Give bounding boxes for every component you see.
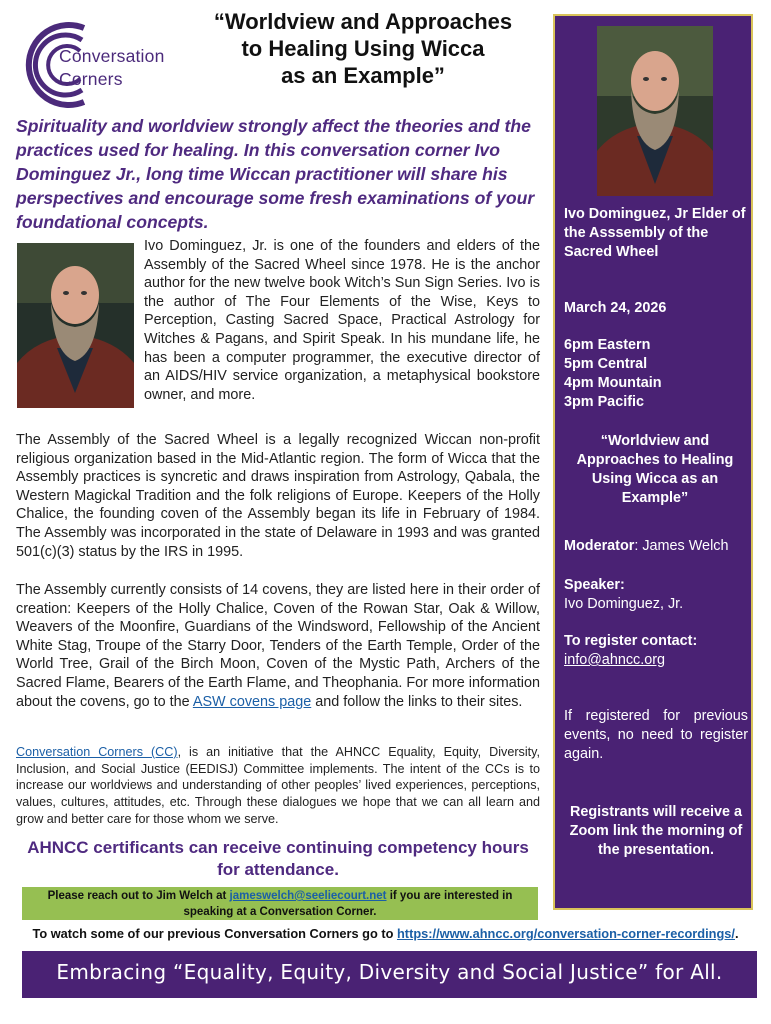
title-line3: as an Example” bbox=[281, 63, 445, 88]
speaker-bio: Ivo Dominguez, Jr. is one of the founders and elders of the Assembly of the Sacred Wheel since 1978. He is the anchor author for the new twelve book Witch’s Sun Sign Series. Ivo is the author of The Four Elements of the Wise, Keys to Perception, Casting Sacred Space, Practical Astrology for Witches & Pagans, and Spirit Speak. In his mundane life, he has been a computer programmer, the executive director of an AIDS/HIV service organization, a metaphysical bookstore owner, and more. bbox=[144, 238, 540, 403]
intro-text: Spirituality and worldview strongly affect the theories and the practices used for healing. In this conversation corner Ivo Dominguez Jr., long time Wiccan practitioner will share his perspectives and encourage some fresh examinations of your foundational concepts. bbox=[16, 116, 535, 232]
covens-text: The Assembly currently consists of 14 covens, they are listed here in their order of creation: Keepers of the Holly Chalice, Coven of the Rowan Star, Oak & Willow, Weavers of the Moonfire, Guardians of the Windsword, Fellowship of the Ancient White Stag, Troupe of the Starry Door, Tenders of the Earth Temple, Order of the World Tree, Grail of the Birch Moon, Coven of the Mystic Path, Archers of the Sacred Flame, Bearers of the Earth Flame, and Theophania. For more information about the covens, go to the bbox=[16, 582, 540, 710]
speaker bbox=[564, 576, 754, 614]
title-line2: to Healing Using Wicca bbox=[241, 36, 485, 61]
moderator bbox=[564, 537, 754, 556]
register-email-link[interactable]: info@ahncc.org bbox=[564, 652, 666, 668]
covens-tail: and follow the links to their sites. bbox=[315, 693, 523, 710]
footer-banner bbox=[22, 951, 757, 998]
page-title bbox=[180, 8, 546, 89]
cc-text: , is an initiative that the AHNCC Equality, Equity, Diversity, Inclusion, and Social Justice (EEDISJ) Committee implements. The intent of the CCs is to increase our worldviews and understanding of other peoples’ lived experiences, perceptions, values, cultures, attitudes, etc. Through these dialogues we hope that we can all learn and grow and better care for those whom we serve. bbox=[16, 745, 540, 826]
register-contact bbox=[564, 632, 754, 670]
event-times bbox=[564, 336, 662, 412]
certificates-note: AHNCC certificants can receive continuing competency hours for attendance. bbox=[27, 838, 529, 879]
sidebar-speaker-name: Ivo Dominguez, Jr Elder of the Asssembly of the Sacred Wheel bbox=[564, 206, 746, 260]
time-pacific: 3pm Pacific bbox=[564, 394, 644, 410]
register-label: To register contact: bbox=[564, 633, 698, 649]
moderator-name: : James Welch bbox=[634, 538, 729, 554]
title-line1: “Worldview and Approaches bbox=[213, 9, 513, 34]
contact-post: if you are interested in speaking at a Conversation Corner. bbox=[183, 890, 513, 918]
conversation-corners-link[interactable]: Conversation Corners (CC) bbox=[16, 745, 178, 759]
time-mountain: 4pm Mountain bbox=[564, 375, 662, 391]
logo-line2: Corners bbox=[59, 69, 123, 89]
cc-paragraph bbox=[16, 744, 540, 828]
time-central: 5pm Central bbox=[564, 356, 648, 372]
speaker-label: Speaker: bbox=[564, 577, 625, 593]
event-sidebar bbox=[553, 14, 753, 910]
speaker-name: Ivo Dominguez, Jr. bbox=[564, 596, 684, 612]
contact-banner bbox=[22, 887, 538, 920]
conversation-corners-logo bbox=[22, 20, 172, 110]
moderator-label: Moderator bbox=[564, 538, 635, 554]
recordings-line bbox=[0, 926, 771, 941]
assembly-paragraph: The Assembly of the Sacred Wheel is a legally recognized Wiccan non-profit religious organization based in the Mid-Atlantic region. The form of Wicca that the Assembly practices is syncretic and draws inspiration from Astrology, Qabala, the Western Magickal Tradition and the folk religions of Europe. Keepers of the Holly Chalice, the founding coven of the Assembly began its life in February of 1984. The Assembly was incorporated in the state of Delaware in 1993 and was granted 501(c)(3) status by the IRS in 1995. bbox=[16, 432, 540, 560]
footer-banner-text: Embracing “Equality, Equity, Diversity and Social Justice” for All. bbox=[56, 960, 723, 984]
speaker-photo bbox=[17, 243, 134, 408]
asw-covens-link[interactable]: ASW covens page bbox=[192, 693, 312, 710]
recordings-link[interactable]: https://www.ahncc.org/conversation-corner-recordings/ bbox=[396, 926, 735, 941]
watch-post: . bbox=[734, 926, 739, 941]
contact-pre: Please reach out to Jim Welch at bbox=[47, 890, 227, 902]
sidebar-event-title: “Worldview and Approaches to Healing Using Wicca as an Example” bbox=[576, 433, 734, 506]
previous-registration-note: If registered for previous events, no need to register again. bbox=[564, 708, 748, 762]
zoom-link-note: Registrants will receive a Zoom link the morning of the presentation. bbox=[569, 804, 743, 858]
covens-paragraph bbox=[16, 581, 540, 711]
jim-welch-email-link[interactable]: jameswelch@seeliecourt.net bbox=[229, 890, 387, 902]
sidebar-speaker-photo bbox=[597, 26, 713, 196]
watch-pre: To watch some of our previous Conversation Corners go to bbox=[32, 926, 394, 941]
logo-line1: Conversation bbox=[59, 46, 165, 66]
event-date: March 24, 2026 bbox=[564, 300, 667, 316]
time-eastern: 6pm Eastern bbox=[564, 337, 651, 353]
